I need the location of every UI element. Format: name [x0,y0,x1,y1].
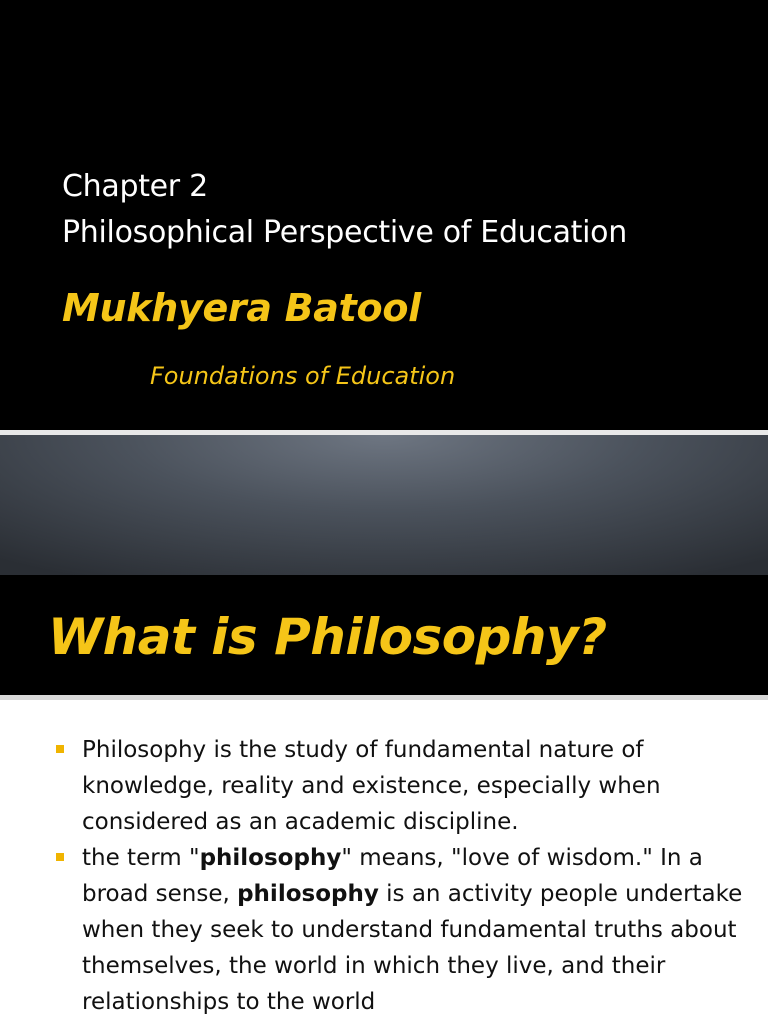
chapter-heading [62,164,627,256]
bold-term: philosophy [199,845,342,871]
bullet-text-part: the term " [82,845,200,871]
chapter-number: Chapter 2 [62,169,208,204]
square-bullet-icon [56,853,64,861]
author-name: Mukhyera Batool [62,286,421,330]
title-slide [0,0,768,430]
square-bullet-icon [56,745,64,753]
course-name: Foundations of Education [150,362,456,390]
chapter-title: Philosophical Perspective of Education [62,215,627,250]
gradient-band [0,435,768,575]
bullet-text-part: is an activity people undertake when they seek to understand fundamental truths about themselves, the world in which they live, and their relationships to the world [82,881,743,1015]
bold-term: philosophy [237,881,379,907]
bullet-item [56,840,756,1020]
bullet-text-part: " means, "love of wisdom." In a broad sense, [82,845,703,907]
slide-title: What is Philosophy? [48,608,607,666]
bullet-item [56,732,756,840]
bullet-list [56,732,756,1020]
bullet-text: Philosophy is the study of fundamental nature of knowledge, reality and existence, especially when considered as an academic discipline. [82,737,661,835]
